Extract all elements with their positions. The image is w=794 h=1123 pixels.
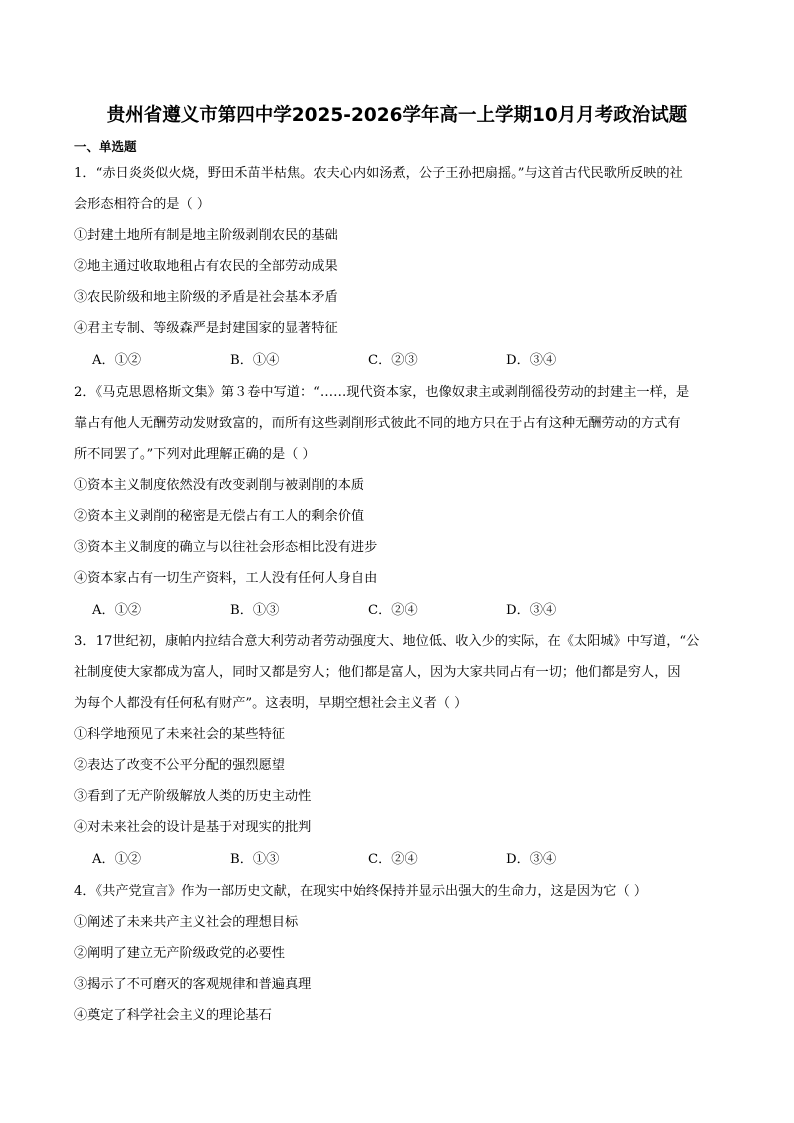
question-3-line-3: 为每个人都没有任何私有财产”。这表明，早期空想社会主义者（ ） (74, 696, 468, 711)
option-c[interactable]: C．②③ (368, 353, 418, 368)
question-2-statement-2: ②资本主义剥削的秘密是无偿占有工人的剩余价值 (74, 509, 365, 524)
option-b[interactable]: B．①④ (230, 353, 280, 368)
question-3-statement-4: ④对未来社会的设计是基于对现实的批判 (74, 820, 312, 835)
question-4-statement-1: ①阐述了未来共产主义社会的理想目标 (74, 915, 299, 930)
question-3-line-1: 3．17世纪初，康帕内拉结合意大利劳动者劳动强度大、地位低、收入少的实际，在《太阳城》中写道，“公 (74, 634, 700, 649)
option-b[interactable]: B．①③ (230, 603, 280, 618)
question-2-statement-3: ③资本主义制度的确立与以往社会形态相比没有进步 (74, 540, 378, 555)
question-2-statement-1: ①资本主义制度依然没有改变剥削与被剥削的本质 (74, 478, 365, 493)
question-2-line-1: 2．《马克思恩格斯文集》第３卷中写道：“……现代资本家，也像奴隶主或剥削徭役劳动的封建主一样，是 (74, 385, 690, 400)
page-title: 贵州省遵义市第四中学2025-2026学年高一上学期10月月考政治试题 (106, 105, 688, 126)
question-2-line-2: 靠占有他人无酬劳动发财致富的，而所有这些剥削形式彼此不同的地方只在于占有这种无酬劳动的方式有 (74, 416, 681, 431)
question-3-statement-3: ③看到了无产阶级解放人类的历史主动性 (74, 789, 312, 804)
option-d[interactable]: D．③④ (506, 353, 557, 368)
question-4-statement-2: ②阐明了建立无产阶级政党的必要性 (74, 946, 285, 961)
option-d[interactable]: D．③④ (506, 852, 557, 867)
question-4-statement-4: ④奠定了科学社会主义的理论基石 (74, 1008, 272, 1023)
question-1-statement-4: ④君主专制、等级森严是封建国家的显著特征 (74, 321, 338, 336)
question-2-line-3: 所不同罢了。”下列对此理解正确的是（ ） (74, 447, 316, 462)
option-b[interactable]: B．①③ (230, 852, 280, 867)
question-1-line-2: 会形态相符合的是（ ） (74, 197, 211, 212)
option-d[interactable]: D．③④ (506, 603, 557, 618)
question-1-line-1: 1．“赤日炎炎似火烧，野田禾苗半枯焦。农夫心内如汤煮，公子王孙把扇摇。”与这首古代民歌所反映的社 (74, 166, 683, 181)
question-1-statement-3: ③农民阶级和地主阶级的矛盾是社会基本矛盾 (74, 290, 338, 305)
option-c[interactable]: C．②④ (368, 603, 418, 618)
question-4-statement-3: ③揭示了不可磨灭的客观规律和普遍真理 (74, 977, 312, 992)
option-a[interactable]: A．①② (92, 353, 142, 368)
section-heading: 一、单选题 (74, 139, 137, 154)
question-1-statement-1: ①封建土地所有制是地主阶级剥削农民的基础 (74, 228, 338, 243)
question-4-line-1: 4．《共产党宣言》作为一部历史文献，在现实中始终保持并显示出强大的生命力，这是因为它（ ） (74, 884, 648, 899)
option-c[interactable]: C．②④ (368, 852, 418, 867)
question-3-statement-2: ②表达了改变不公平分配的强烈愿望 (74, 758, 285, 773)
question-1-statement-2: ②地主通过收取地租占有农民的全部劳动成果 (74, 259, 338, 274)
question-3-statement-1: ①科学地预见了未来社会的某些特征 (74, 727, 285, 742)
question-3-line-2: 社制度使大家都成为富人，同时又都是穷人；他们都是富人，因为大家共同占有一切；他们都是穷人，因 (74, 665, 681, 680)
option-a[interactable]: A．①② (92, 852, 142, 867)
option-a[interactable]: A．①② (92, 603, 142, 618)
question-2-statement-4: ④资本家占有一切生产资料，工人没有任何人身自由 (74, 571, 378, 586)
